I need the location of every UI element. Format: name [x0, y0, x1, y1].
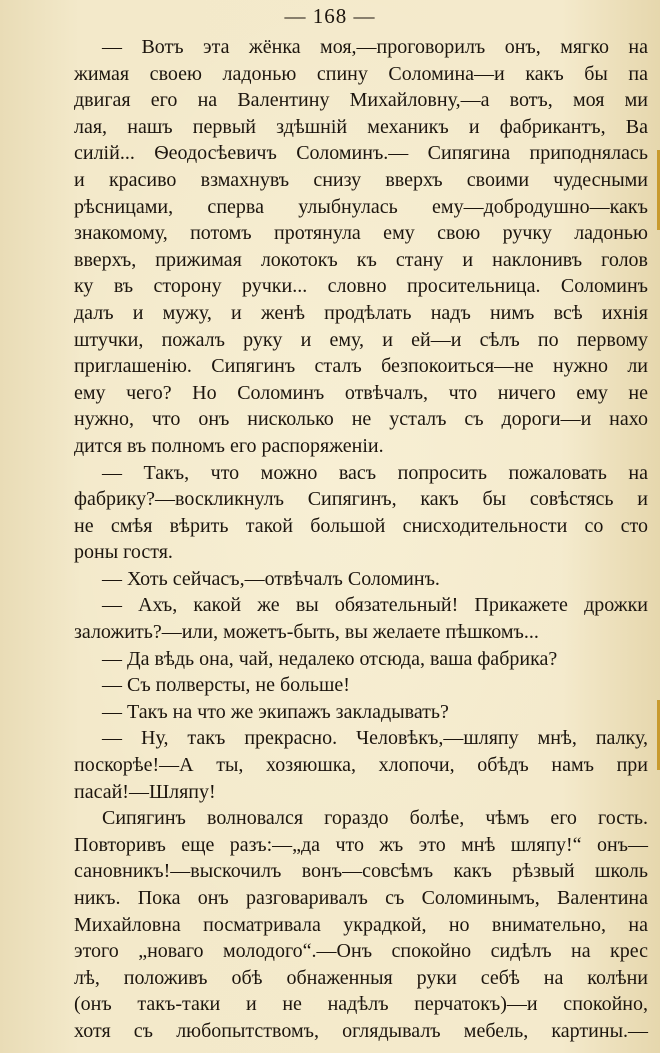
- text-line: и красиво взмахнувъ снизу вверхъ своими чудесными: [74, 168, 648, 191]
- text-line: пасай!—Шляпу!: [74, 780, 216, 803]
- text-line: знакомому, потомъ протянула ему свою ручку ладонью: [74, 222, 648, 245]
- text-line: ку въ сторону ручки... словно просительница. Соломинъ: [74, 275, 648, 298]
- text-line: (онъ такъ-таки и не надѣлъ перчатокъ)—и спокойно,: [74, 993, 648, 1016]
- text-line: силій... Ѳеодосѣевичъ Соломинъ.— Сипягина приподнялась: [74, 142, 648, 165]
- text-line: роны гостя.: [74, 541, 173, 564]
- text-line: никъ. Пока онъ разговаривалъ съ Соломинымъ, Валентина: [74, 887, 648, 909]
- text-line: — Съ полверсты, не больше!: [102, 674, 350, 697]
- body-text: [74, 34, 648, 1045]
- text-line: фабрику?—воскликнулъ Сипягинъ, какъ бы совѣстясь и: [74, 488, 648, 511]
- text-line: дится въ полномъ его распоряженіи.: [74, 434, 384, 457]
- text-line: Повторивъ еще разъ:—„да что жъ это мнѣ шляпу!“ онъ—: [74, 833, 648, 856]
- text-line: этого „новаго молодого“.—Онъ спокойно сидѣлъ на крес: [74, 940, 648, 963]
- text-line: — Такъ, что можно васъ попросить пожаловать на: [102, 461, 648, 484]
- text-line: штучки, пожалъ руку и ему, и ей—и сѣлъ по первому: [74, 328, 648, 351]
- text-line: лѣ, положивъ обѣ обнаженныя руки себѣ на колѣни: [74, 966, 648, 989]
- text-line: — Ахъ, какой же вы обязательный! Прикажете дрожки: [102, 594, 648, 617]
- text-line: приглашенію. Сипягинъ сталъ безпокоиться—не нужно ли: [74, 355, 648, 378]
- text-line: — Такъ на что же экипажъ закладывать?: [102, 700, 449, 723]
- page-number: — 168 —: [284, 4, 376, 28]
- text-line: двигая его на Валентину Михайловну,—а вотъ, моя ми: [74, 89, 648, 112]
- text-line: жимая своею ладонью спину Соломина—и какъ бы па: [74, 62, 648, 85]
- text-line: заложить?—или, можетъ-быть, вы желаете пѣшкомъ...: [74, 621, 539, 644]
- text-line: лая, нашъ первый здѣшній механикъ и фабрикантъ, Ва: [74, 115, 648, 138]
- text-line: — Вотъ эта жёнка моя,—проговорилъ онъ, мягко на: [102, 36, 648, 58]
- text-line: далъ и мужу, и женѣ продѣлать надъ нимъ всѣ ихнія: [74, 301, 648, 324]
- text-line: не смѣя вѣрить такой большой снисходительности со сто: [74, 514, 648, 537]
- text-line: — Хоть сейчасъ,—отвѣчалъ Соломинъ.: [102, 567, 440, 590]
- text-line: Михайловна посматривала украдкой, но внимательно, на: [74, 913, 648, 936]
- text-line: вверхъ, прижимая локотокъ къ стану и наклонивъ голов: [74, 248, 648, 271]
- text-line: рѣсницами, сперва улыбнулась ему—добродушно—какъ: [74, 195, 648, 218]
- text-line: ему чего? Но Соломинъ отвѣчалъ, что ничего ему не: [74, 381, 648, 404]
- text-line: хотя съ любопытствомъ, оглядывалъ мебель, картины.—: [74, 1019, 648, 1042]
- text-line: Сипягинъ волновался гораздо болѣе, чѣмъ его гость.: [102, 807, 648, 830]
- text-line: нужно, что онъ нисколько не усталъ съ дороги—и нахо: [74, 408, 648, 431]
- text-line: сановникъ!—выскочилъ вонъ—совсѣмъ какъ рѣзвый школь: [74, 860, 648, 883]
- text-line: — Ну, такъ прекрасно. Человѣкъ,—шляпу мнѣ, палку,: [102, 727, 648, 750]
- text-line: поскорѣе!—А ты, хозяюшка, хлопочи, обѣдъ намъ при: [74, 754, 648, 777]
- text-line: — Да вѣдь она, чай, недалеко отсюда, ваша фабрика?: [102, 647, 558, 670]
